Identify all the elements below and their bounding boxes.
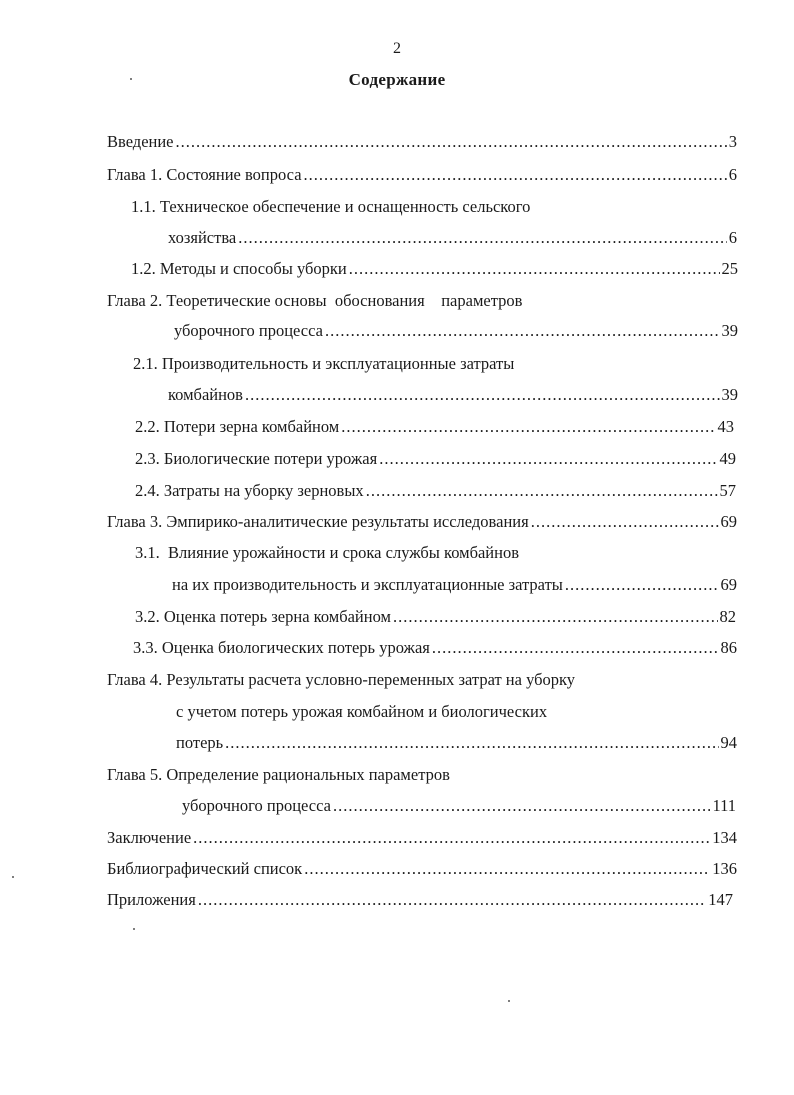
toc-entry-chapter-3[interactable] (107, 511, 737, 533)
dot-leader (304, 164, 727, 186)
toc-entry-section-2-4[interactable] (135, 480, 736, 502)
toc-entry-title: 1.2. Методы и способы уборки (131, 259, 347, 278)
toc-entry-chapter-4-cont-2[interactable] (176, 732, 737, 754)
toc-entry-title: уборочного процесса (182, 796, 331, 815)
scan-speck (133, 928, 135, 930)
dot-leader (349, 258, 720, 280)
toc-entry-section-2-2[interactable] (135, 416, 734, 438)
toc-entry-title: 2.4. Затраты на уборку зерновых (135, 481, 364, 500)
toc-entry-page: 6 (728, 228, 737, 247)
dot-leader (325, 320, 720, 342)
toc-entry-page: 136 (712, 859, 737, 878)
toc-entry-page: 49 (719, 449, 736, 468)
dot-leader (432, 637, 719, 659)
toc-entry-page: 147 (708, 890, 733, 909)
dot-leader (304, 858, 710, 880)
dot-leader (393, 606, 718, 628)
toc-entry-chapter-2-cont[interactable] (174, 320, 738, 342)
page-number: 2 (393, 40, 401, 57)
toc-entry-page: 69 (720, 512, 737, 531)
dot-leader (245, 384, 720, 406)
toc-entry-chapter-5-cont[interactable] (182, 795, 736, 817)
dot-leader (366, 480, 718, 502)
toc-entry-title: Библиографический список (107, 859, 303, 878)
toc-entry-appendices[interactable] (107, 889, 733, 911)
toc-entry-title: 2.3. Биологические потери урожая (135, 449, 378, 468)
toc-entry-page: 57 (719, 481, 736, 500)
toc-entry-page: 25 (721, 259, 738, 278)
dot-leader (531, 511, 719, 533)
toc-entry-title: Заключение (107, 828, 192, 847)
toc-entry-page: 43 (717, 417, 734, 436)
toc-entry-title: 2.1. Производительность и эксплуатационные затраты (133, 354, 515, 373)
toc-entry-bibliography[interactable] (107, 858, 737, 880)
toc-entry-chapter-4[interactable] (107, 669, 575, 691)
toc-entry-title: 2.2. Потери зерна комбайном (135, 417, 340, 436)
scan-speck (130, 78, 132, 80)
toc-entry-title: 3.3. Оценка биологических потерь урожая (133, 638, 430, 657)
toc-entry-page: 6 (728, 165, 737, 184)
toc-entry-title: потерь (176, 733, 224, 752)
toc-entry-title: Глава 5. Определение рациональных параметров (107, 765, 450, 784)
toc-entry-section-2-1-cont[interactable] (168, 384, 738, 406)
toc-entry-section-1-2[interactable] (131, 258, 738, 280)
dot-leader (225, 732, 718, 754)
toc-entry-section-3-1[interactable] (135, 542, 519, 564)
toc-entry-section-1-1-cont[interactable] (168, 227, 737, 249)
toc-entry-page: 82 (719, 607, 736, 626)
toc-entry-title: комбайнов (168, 385, 243, 404)
toc-entry-chapter-5[interactable] (107, 764, 450, 786)
dot-leader (341, 416, 715, 438)
toc-entry-page: 39 (721, 321, 738, 340)
scan-speck (508, 1000, 510, 1002)
dot-leader (379, 448, 717, 470)
toc-entry-section-1-1[interactable] (131, 196, 530, 218)
toc-entry-page: 94 (720, 733, 737, 752)
toc-entry-title: 3.2. Оценка потерь зерна комбайном (135, 607, 391, 626)
toc-entry-page: 111 (712, 796, 736, 815)
toc-entry-conclusion[interactable] (107, 827, 737, 849)
toc-entry-page: 39 (721, 385, 738, 404)
toc-entry-section-3-2[interactable] (135, 606, 736, 628)
toc-entry-title: Приложения (107, 890, 196, 909)
dot-leader (176, 131, 727, 153)
toc-entry-section-3-1-cont[interactable] (172, 574, 737, 596)
toc-entry-title: с учетом потерь урожая комбайном и биологических (176, 702, 548, 721)
dot-leader (333, 795, 711, 817)
toc-entry-title: Глава 4. Результаты расчета условно-переменных затрат на уборку (107, 670, 576, 689)
toc-entry-page: 69 (720, 575, 737, 594)
toc-entry-title: Глава 1. Состояние вопроса (107, 165, 302, 184)
toc-entry-introduction[interactable] (107, 131, 737, 153)
toc-entry-title: Глава 2. Теоретические основы обоснования параметров (107, 291, 523, 310)
dot-leader (565, 574, 719, 596)
toc-heading: Содержание (348, 70, 446, 89)
dot-leader (193, 827, 710, 849)
toc-entry-page: 86 (720, 638, 737, 657)
toc-entry-title: уборочного процесса (174, 321, 323, 340)
toc-entry-title: хозяйства (168, 228, 237, 247)
toc-entry-chapter-4-cont-1[interactable] (176, 701, 547, 723)
toc-entry-section-3-3[interactable] (133, 637, 737, 659)
toc-entry-page: 3 (728, 132, 737, 151)
toc-entry-section-2-1[interactable] (133, 353, 514, 375)
dot-leader (238, 227, 727, 249)
toc-entry-title: Глава 3. Эмпирико-аналитические результаты исследования (107, 512, 529, 531)
scan-speck (12, 876, 14, 878)
toc-entry-chapter-1[interactable] (107, 164, 737, 186)
toc-entry-title: 3.1. Влияние урожайности и срока службы комбайнов (135, 543, 519, 562)
toc-entry-page: 134 (712, 828, 737, 847)
toc-entry-section-2-3[interactable] (135, 448, 736, 470)
toc-entry-title: на их производительность и эксплуатационные затраты (172, 575, 563, 594)
toc-entry-title: Введение (107, 132, 174, 151)
toc-entry-chapter-2[interactable] (107, 290, 522, 312)
dot-leader (198, 889, 706, 911)
toc-entry-title: 1.1. Техническое обеспечение и оснащенность сельского (131, 197, 531, 216)
